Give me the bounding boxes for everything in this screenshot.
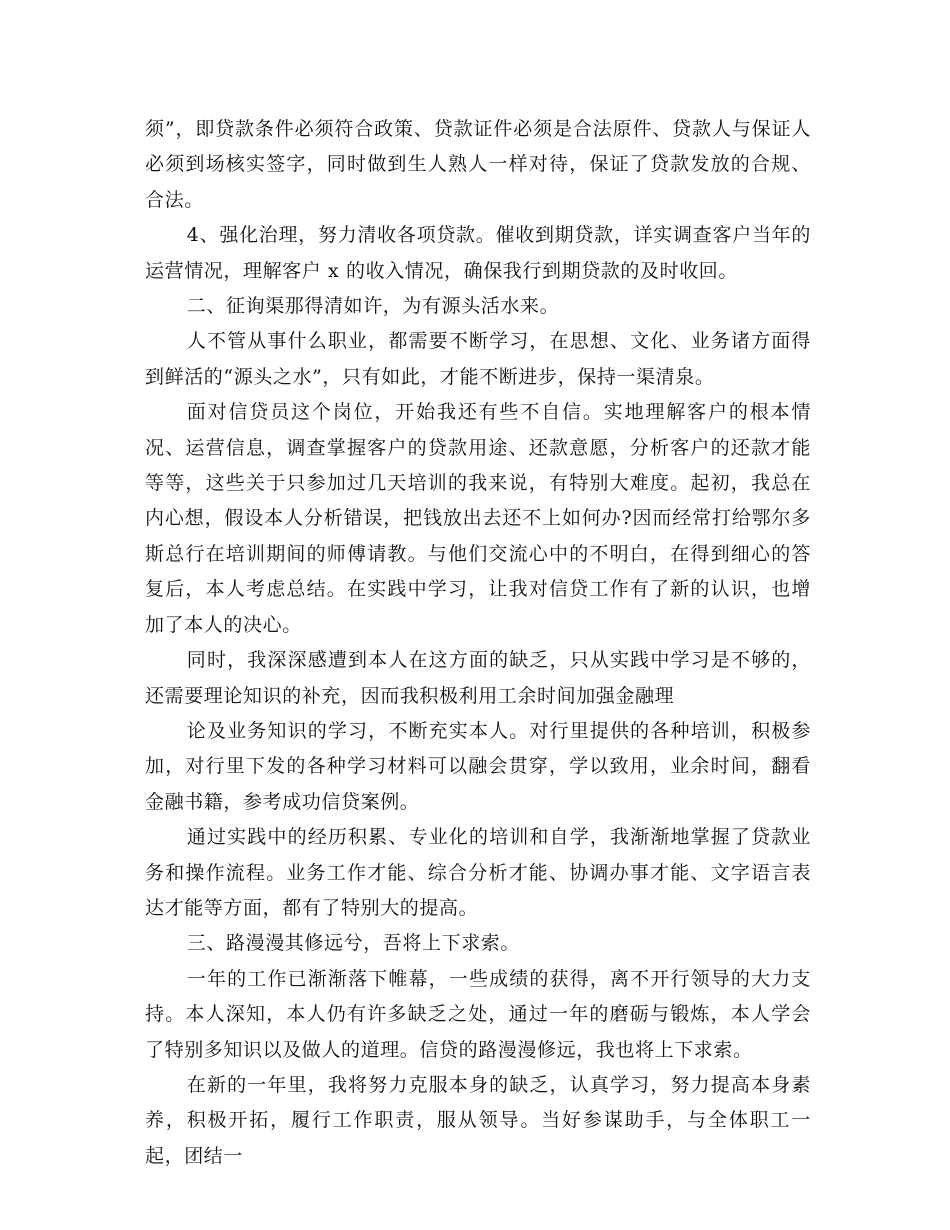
paragraph: 在新的一年里，我将努力克服本身的缺乏，认真学习，努力提高本身素养，积极开拓，履行工作职责，服从领导。当好参谋助手，与全体职工一起，团结一: [145, 1073, 811, 1167]
paragraph: 须”，即贷款条件必须符合政策、贷款证件必须是合法原件、贷款人与保证人必须到场核实签字，同时做到生人熟人一样对待，保证了贷款发放的合规、合法。: [145, 118, 811, 211]
document-body: [145, 112, 811, 1174]
paragraph: 人不管从事什么职业，都需要不断学习，在思想、文化、业务诸方面得到鲜活的“源头之水”，只有如此，才能不断进步，保持一渠清泉。: [145, 330, 811, 388]
section-heading: 三、路漫漫其修远兮，吾将上下求索。: [186, 932, 520, 955]
paragraph: 通过实践中的经历积累、专业化的培训和自学，我渐渐地掌握了贷款业务和操作流程。业务工作才能、综合分析才能、协调办事才能、文字语言表达才能等方面，都有了特别大的提高。: [145, 826, 811, 919]
paragraph: 4、强化治理，努力清收各项贷款。催收到期贷款，详实调查客户当年的运营情况，理解客户 x 的收入情况，确保我行到期贷款的及时收回。: [145, 224, 811, 282]
paragraph: 同时，我深深感遭到本人在这方面的缺乏，只从实践中学习是不够的，还需要理论知识的补充，因而我积极利用工余时间加强金融理: [145, 649, 811, 707]
section-heading: 二、征询渠那得清如许，为有源头活水来。: [186, 295, 560, 318]
paragraph: 一年的工作已渐渐落下帷幕，一些成绩的获得，离不开行领导的大力支持。本人深知，本人仍有许多缺乏之处，通过一年的磨砺与锻炼，本人学会了特别多知识以及做人的道理。信贷的路漫漫修远，我也将上下求索。: [145, 967, 811, 1061]
paragraph: 论及业务知识的学习，不断充实本人。对行里提供的各种培训，积极参加，对行里下发的各种学习材料可以融会贯穿，学以致用，业余时间，翻看金融书籍，参考成功信贷案例。: [145, 719, 811, 813]
paragraph: 面对信贷员这个岗位，开始我还有些不自信。实地理解客户的根本情况、运营信息，调查掌握客户的贷款用途、还款意愿，分析客户的还款才能等等，这些关于只参加过几天培训的我来说，有特别大难度。起初，我总在内心想，假设本人分析错误，把钱放出去还不上如何办?因而经常打给鄂尔多斯总行在培训期间的师傅请教。与他们交流心中的不明白，在得到细心的答复后，本人考虑总结。在实践中学习，让我对信贷工作有了新的认识，也增加了本人的决心。: [145, 401, 811, 636]
